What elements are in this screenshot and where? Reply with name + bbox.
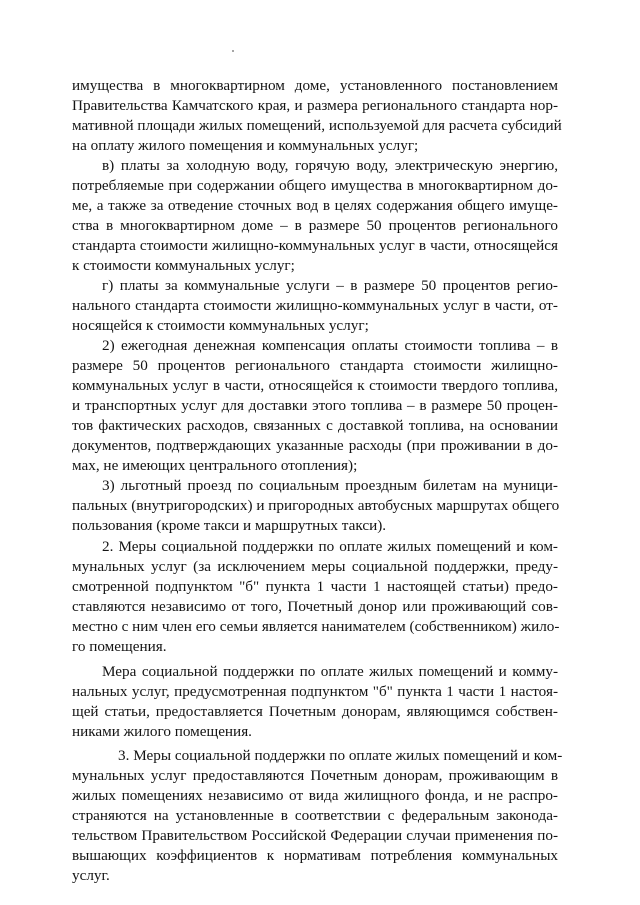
text-line: в) платы за холодную воду, горячую воду, электрическую энергию, xyxy=(102,157,558,174)
text-line: пальных (внутригородских) и пригородных автобусных маршрутах общего xyxy=(72,497,560,514)
text-line: носящейся к стоимости коммунальных услуг; xyxy=(72,317,369,334)
text-line: 3) льготный проезд по социальным проездным билетам на муници- xyxy=(102,477,558,494)
text-line: 2) ежегодная денежная компенсация оплаты стоимости топлива – в xyxy=(102,337,558,354)
text-line: местно с ним член его семьи является нанимателем (собственником) жило- xyxy=(72,618,560,635)
text-line: тов фактических расходов, связанных с доставкой топлива, на основании xyxy=(72,417,558,434)
text-line: пользования (кроме такси и маршрутных такси). xyxy=(72,517,387,534)
text-line: вышающих коэффициентов к нормативам потребления коммунальных xyxy=(72,847,558,864)
text-line: услуг. xyxy=(72,867,110,884)
text-line: ставляются независимо от того, Почетный донор или проживающий сов- xyxy=(72,598,558,615)
text-line: нальных услуг, предусмотренная подпунктом "б" пункта 1 части 1 настоя- xyxy=(72,683,558,700)
text-line: 2. Меры социальной поддержки по оплате жилых помещений и ком- xyxy=(102,538,558,555)
text-line: мунальных услуг предоставляются Почетным донорам, проживающим в xyxy=(72,767,558,784)
text-line: коммунальных услуг в части, относящейся к стоимости твердого топлива, xyxy=(72,377,558,394)
text-line: нального стандарта стоимости жилищно-коммунальных услуг в части, от- xyxy=(72,297,558,314)
text-line: страняются на установленные в соответствии с федеральным законода- xyxy=(72,807,558,824)
text-line: документов, подтверждающих указанные расходы (при проживании в до- xyxy=(72,437,558,454)
text-line: 3. Меры социальной поддержки по оплате жилых помещений и ком- xyxy=(118,747,563,764)
text-line: мативной площади жилых помещений, используемой для расчета субсидий xyxy=(72,117,562,134)
text-line: и транспортных услуг для доставки этого топлива – в размере 50 процен- xyxy=(72,397,558,414)
text-line: на оплату жилого помещения и коммунальных услуг; xyxy=(72,137,419,154)
text-line: жилых помещениях независимо от вида жилищного фонда, и не распро- xyxy=(72,787,558,804)
text-line: щей статьи, предоставляется Почетным донорам, являющимся собствен- xyxy=(72,703,558,720)
text-line: мунальных услуг (за исключением меры социальной поддержки, преду- xyxy=(72,558,558,575)
text-line: Мера социальной поддержки по оплате жилых помещений и комму- xyxy=(102,663,558,680)
text-line: ме, а также за отведение сточных вод в целях содержания общего имуще- xyxy=(72,197,558,214)
text-line: смотренной подпунктом "б" пункта 1 части 1 настоящей статьи) предо- xyxy=(72,578,558,595)
text-line: имущества в многоквартирном доме, установленного постановлением xyxy=(72,77,558,94)
text-line: го помещения. xyxy=(72,638,167,655)
text-line: ства в многоквартирном доме – в размере 50 процентов регионального xyxy=(72,217,558,234)
text-line: тельством Правительством Российской Федерации случаи применения по- xyxy=(72,827,558,844)
text-line: потребляемые при содержании общего имущества в многоквартирном до- xyxy=(72,177,558,194)
text-line: Правительства Камчатского края, и размера регионального стандарта нор- xyxy=(72,97,558,114)
text-line: мах, не имеющих центрального отопления); xyxy=(72,457,358,474)
text-line: никами жилого помещения. xyxy=(72,723,252,740)
text-line: г) платы за коммунальные услуги – в размере 50 процентов регио- xyxy=(102,277,558,294)
scan-artifact-dot xyxy=(232,50,234,52)
text-line: стандарта стоимости жилищно-коммунальных услуг в части, относящейся xyxy=(72,237,558,254)
text-line: размере 50 процентов регионального стандарта стоимости жилищно- xyxy=(72,357,558,374)
text-line: к стоимости коммунальных услуг; xyxy=(72,257,295,274)
